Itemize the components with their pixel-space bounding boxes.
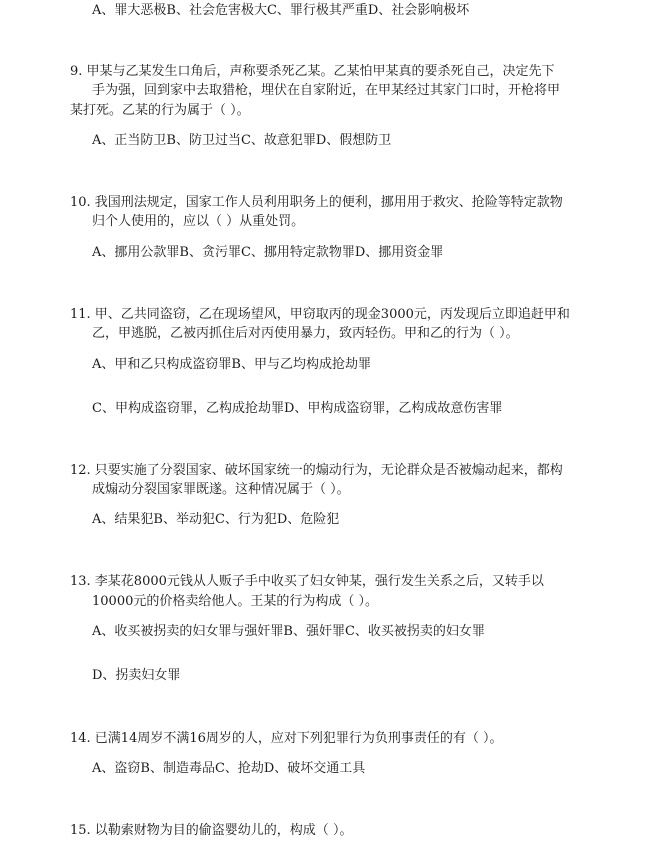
q13-options-line2: D、拐卖妇女罪 [92,668,181,683]
q11-text-line2: 乙，甲逃脱，乙被丙抓住后对丙使用暴力，致丙轻伤。甲和乙的行为（ ）。 [92,326,519,341]
q11-options-line1: A、甲和乙只构成盗窃罪B、甲与乙均构成抢劫罪 [92,357,371,372]
q11-text-line1: 11. 甲、乙共同盗窃，乙在现场望风，甲窃取丙的现金3000元，丙发现后立即追赶甲和 [70,307,570,322]
q9-text-line3: 某打死。乙某的行为属于（ ）。 [70,103,250,118]
q13-text-line1: 13. 李某花8000元钱从人贩子手中收买了妇女钟某，强行发生关系之后，又转手以 [70,574,544,589]
q14-options: A、盗窃B、制造毒品C、抢劫D、破坏交通工具 [92,761,366,776]
q10-text-line2: 归个人使用的，应以（ ）从重处罚。 [92,214,305,229]
q9-options: A、正当防卫B、防卫过当C、故意犯罪D、假想防卫 [92,133,392,148]
q9-text-line2: 手为强，回到家中去取猎枪，埋伏在自家附近，在甲某经过其家门口时，开枪将甲 [92,83,561,98]
q11-options-line2: C、甲构成盗窃罪，乙构成抢劫罪D、甲构成盗窃罪，乙构成故意伤害罪 [92,401,503,416]
q15-text-line1: 15. 以勒索财物为目的偷盗婴幼儿的，构成（ ）。 [70,823,353,838]
q12-options: A、结果犯B、举动犯C、行为犯D、危险犯 [92,512,340,527]
q14-text-line1: 14. 已满14周岁不满16周岁的人，应对下列犯罪行为负刑事责任的有（ ）。 [70,731,503,746]
q10-options: A、挪用公款罪B、贪污罪C、挪用特定款物罪D、挪用资金罪 [92,245,444,260]
q13-text-line2: 10000元的价格卖给他人。王某的行为构成（ ）。 [92,594,378,609]
q9-text-line1: 9. 甲某与乙某发生口角后，声称要杀死乙某。乙某怕甲某真的要杀死自己，决定先下 [70,64,555,79]
q8-options: A、罪大恶极B、社会危害极大C、罪行极其严重D、社会影响极坏 [92,3,470,18]
q12-text-line1: 12. 只要实施了分裂国家、破坏国家统一的煽动行为，无论群众是否被煽动起来，都构 [70,463,563,478]
q12-text-line2: 成煽动分裂国家罪既遂。这种情况属于（ ）。 [92,482,350,497]
q13-options-line1: A、收买被拐卖的妇女罪与强奸罪B、强奸罪C、收买被拐卖的妇女罪 [92,624,485,639]
q10-text-line1: 10. 我国刑法规定，国家工作人员利用职务上的便利，挪用用于救灾、抢险等特定款物 [70,195,563,210]
